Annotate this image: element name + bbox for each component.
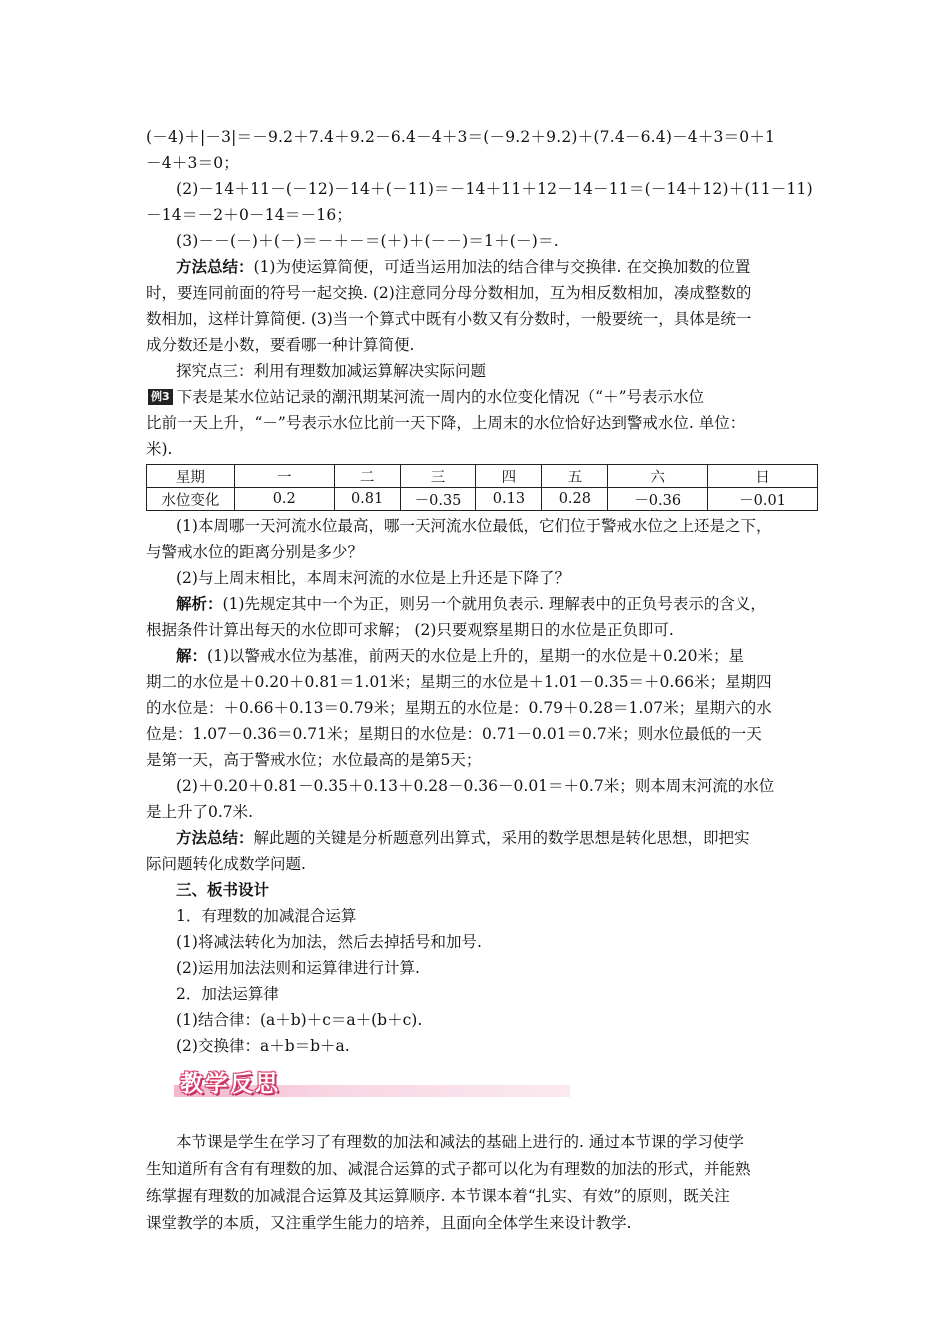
table-row	[147, 488, 818, 511]
analysis: 解析：(1)先规定其中一个为正，则另一个就用负表示. 理解表中的正负号表示的含义，	[176, 594, 766, 613]
equation-line: (2)－14＋11－(－12)－14＋(－11)＝－14＋11＋12－14－11＝(－14＋12)＋(11－11)	[176, 180, 813, 198]
reflection-line: 生知道所有含有有理数的加、减混合运算的式子都可以化为有理数的加法的形式，并能熟	[146, 1160, 751, 1178]
solution-line: 的水位是：＋0.66＋0.13＝0.79米；星期五的水位是：0.79＋0.28＝1.07米；星期六的水	[146, 699, 772, 717]
document-page	[146, 124, 818, 1237]
question-line: 与警戒水位的距离分别是多少？	[146, 543, 364, 561]
table-cell: 星期	[147, 465, 235, 488]
table-cell: 0.13	[476, 488, 542, 511]
board-item: (2)交换律：a＋b＝b＋a.	[176, 1037, 350, 1055]
board-title: 三、板书设计	[176, 880, 270, 899]
method-summary-2: 方法总结：解此题的关键是分析题意列出算式，采用的数学思想是转化思想，即把实	[176, 828, 750, 847]
table-cell: 四	[476, 465, 542, 488]
reflection-line: 本节课是学生在学习了有理数的加法和减法的基础上进行的. 通过本节课的学习使学	[176, 1133, 744, 1151]
equation-line: －4＋3＝0；	[146, 154, 239, 172]
solution-line: 是第一天，高于警戒水位；水位最高的是第5天；	[146, 751, 482, 769]
board-item: (1)将减法转化为加法，然后去掉括号和加号.	[176, 933, 482, 951]
equation-line: －14＝－2＋0－14＝－16；	[146, 206, 353, 224]
equation-line: (3)－－(－)＋(－)＝－＋－＝(＋)＋(－－)＝1＋(－)＝.	[176, 232, 559, 250]
table-cell: 0.2	[234, 488, 334, 511]
example-line: 米).	[146, 440, 173, 458]
example-line: 比前一天上升，“－”号表示水位比前一天下降，上周末的水位恰好达到警戒水位. 单位：	[146, 414, 746, 432]
table-cell: 日	[708, 465, 818, 488]
example-3: 例3 下表是某水位站记录的潮汛期某河流一周内的水位变化情况（“＋”号表示水位	[146, 384, 818, 410]
table-cell: －0.36	[608, 488, 708, 511]
example-badge: 例3	[148, 389, 173, 405]
board-item: 2．加法运算律	[176, 985, 279, 1003]
equation-line: (－4)＋|－3|＝－9.2＋7.4＋9.2－6.4－4＋3＝(－9.2＋9.2)＋(7.4－6.4)－4＋3＝0＋1	[146, 128, 776, 146]
solution-line: (2)＋0.20＋0.81－0.35＋0.13＋0.28－0.36－0.01＝＋0.7米；则本周末河流的水位	[176, 777, 775, 795]
question-line: (2)与上周末相比，本周末河流的水位是上升还是下降了？	[176, 569, 570, 587]
banner-title: 教学反思	[180, 1071, 280, 1097]
board-item: (2)运用加法法则和运算律进行计算.	[176, 959, 420, 977]
table-cell: 水位变化	[147, 488, 235, 511]
table-cell: －0.01	[708, 488, 818, 511]
reflection-line: 练掌握有理数的加减混合运算及其运算顺序. 本节课本着“扎实、有效”的原则，既关注	[146, 1187, 730, 1205]
reflection-line: 课堂教学的本质，又注重学生能力的培养，且面向全体学生来设计教学.	[146, 1214, 632, 1232]
board-item: 1．有理数的加减混合运算	[176, 907, 357, 925]
method-summary-line: 时，要连同前面的符号一起交换. (2)注意同分母分数相加，互为相反数相加，凑成整数的	[146, 284, 752, 302]
board-item: (1)结合律：(a＋b)＋c＝a＋(b＋c).	[176, 1011, 423, 1029]
method-summary-line: 数相加，这样计算简便. (3)当一个算式中既有小数又有分数时，一般要统一，具体是统一	[146, 310, 752, 328]
analysis-line: 根据条件计算出每天的水位即可求解； (2)只要观察星期日的水位是正负即可.	[146, 621, 674, 639]
solution-line: 位是：1.07－0.36＝0.71米；星期日的水位是：0.71－0.01＝0.7米；则水位最低的一天	[146, 725, 762, 743]
method-label: 方法总结：	[176, 257, 254, 276]
table-cell: 二	[334, 465, 400, 488]
section-heading: 探究点三：利用有理数加减运算解决实际问题	[176, 362, 487, 380]
analysis-label: 解析：	[176, 594, 223, 613]
table-header-row	[147, 465, 818, 488]
question-line: (1)本周哪一天河流水位最高，哪一天河流水位最低，它们位于警戒水位之上还是之下，	[176, 517, 772, 535]
method-label: 方法总结：	[176, 828, 254, 847]
solution-line: 期二的水位是＋0.20＋0.81＝1.01米；星期三的水位是＋1.01－0.35＝＋0.66米；星期四	[146, 673, 772, 691]
table-cell: 0.28	[542, 488, 608, 511]
solution-label: 解：	[176, 646, 208, 665]
table-cell: 0.81	[334, 488, 400, 511]
table-cell: 一	[234, 465, 334, 488]
solution: 解：(1)以警戒水位为基准，前两天的水位是上升的，星期一的水位是＋0.20米；星	[176, 646, 744, 665]
method-summary-line: 成分数还是小数，要看哪一种计算简便.	[146, 336, 415, 354]
solution-line: 是上升了0.7米.	[146, 803, 254, 821]
method-summary-1: 方法总结：(1)为使运算简便，可适当运用加法的结合律与交换律. 在交换加数的位置	[176, 257, 751, 276]
table-cell: －0.35	[400, 488, 476, 511]
water-level-table	[146, 464, 818, 511]
reflection-banner	[174, 1065, 570, 1105]
table-cell: 三	[400, 465, 476, 488]
table-cell: 五	[542, 465, 608, 488]
method-summary-line: 际问题转化成数学问题.	[146, 855, 306, 873]
table-cell: 六	[608, 465, 708, 488]
